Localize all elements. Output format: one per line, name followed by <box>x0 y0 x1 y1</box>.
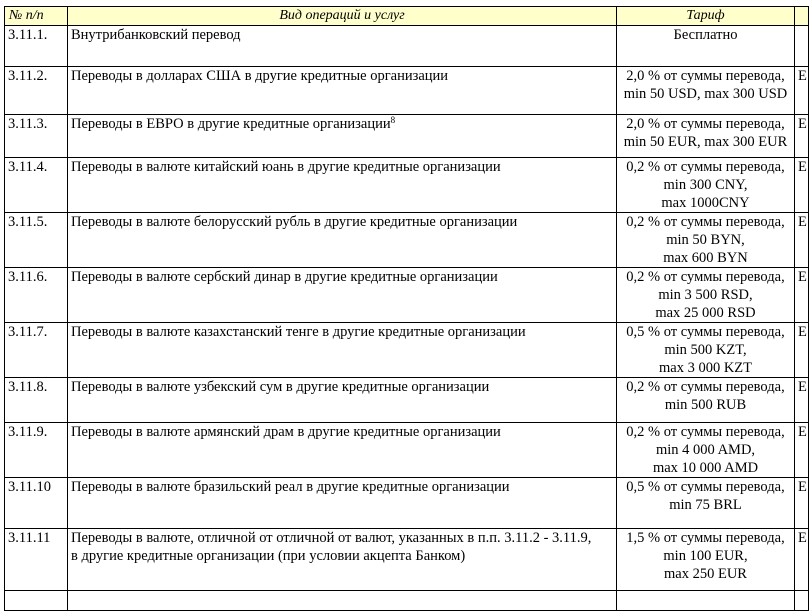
description-text: Внутрибанковский перевод <box>71 27 241 43</box>
row-extra: Е <box>795 158 809 213</box>
row-number: 3.11.11 <box>5 529 68 591</box>
row-description <box>68 115 617 158</box>
tariff-line: min 50 BYN, <box>666 232 745 248</box>
tariff-line: min 500 RUB <box>664 397 747 413</box>
row-extra <box>795 591 809 611</box>
description-text: Переводы в валюте сербский динар в другие кредитные организации <box>71 269 498 285</box>
table-header-row <box>5 7 809 26</box>
tariff-line: min 100 EUR, <box>663 548 748 564</box>
tariff-line: 0,5 % от суммы перевода, <box>626 479 785 495</box>
tariff-line: max 10 000 AMD <box>652 460 759 476</box>
description-text: Переводы в валюте белорусский рубль в другие кредитные организации <box>71 214 518 230</box>
table-row <box>5 478 809 529</box>
header-extra <box>795 7 809 26</box>
row-number: 3.11.2. <box>5 67 68 115</box>
row-tariff <box>617 268 795 323</box>
tariff-line: min 50 USD, max 300 USD <box>623 86 788 102</box>
tariff-table <box>4 6 809 611</box>
row-extra: Е <box>795 115 809 158</box>
row-tariff <box>617 67 795 115</box>
tariff-line: max 250 EUR <box>664 566 747 582</box>
table-row <box>5 378 809 423</box>
tariff-line: 0,2 % от суммы перевода, <box>626 159 785 175</box>
tariff-line: min 50 EUR, max 300 EUR <box>623 134 788 150</box>
table-row <box>5 26 809 67</box>
row-description <box>68 423 617 478</box>
row-tariff <box>617 323 795 378</box>
row-extra: Е <box>795 323 809 378</box>
header-num: № п/п <box>5 7 68 26</box>
table-row <box>5 213 809 268</box>
row-number: 3.11.10 <box>5 478 68 529</box>
row-number: 3.11.5. <box>5 213 68 268</box>
table-row <box>5 423 809 478</box>
tariff-line: min 3 500 RSD, <box>658 287 753 303</box>
tariff-line: Бесплатно <box>673 27 738 43</box>
table-row <box>5 115 809 158</box>
row-description <box>68 26 617 67</box>
row-tariff <box>617 26 795 67</box>
table-row <box>5 67 809 115</box>
row-tariff <box>617 423 795 478</box>
description-text: Переводы в ЕВРО в другие кредитные организации <box>71 116 391 132</box>
row-tariff <box>617 115 795 158</box>
row-number <box>5 591 68 611</box>
row-number: 3.11.3. <box>5 115 68 158</box>
header-operation: Вид операций и услуг <box>68 7 617 26</box>
header-tariff: Тариф <box>617 7 795 26</box>
description-text: Переводы в валюте армянский драм в другие кредитные организации <box>71 424 501 440</box>
row-description <box>68 268 617 323</box>
table-row <box>5 323 809 378</box>
tariff-line: 1,5 % от суммы перевода, <box>626 530 785 546</box>
row-number: 3.11.6. <box>5 268 68 323</box>
description-text-continued: в другие кредитные организации (при условии акцепта Банком) <box>71 548 466 564</box>
description-text: Переводы в валюте, отличной от отличной от валют, указанных в п.п. 3.11.2 - 3.11.9, <box>71 530 592 546</box>
row-extra: Е <box>795 213 809 268</box>
tariff-line: 0,5 % от суммы перевода, <box>626 324 785 340</box>
row-number: 3.11.7. <box>5 323 68 378</box>
row-description <box>68 158 617 213</box>
row-number: 3.11.9. <box>5 423 68 478</box>
tariff-line: min 75 BRL <box>669 497 742 513</box>
table-row <box>5 591 809 611</box>
footnote-marker: 8 <box>390 115 396 125</box>
row-description <box>68 213 617 268</box>
row-description <box>68 591 617 611</box>
tariff-line: 0,2 % от суммы перевода, <box>626 214 785 230</box>
row-description <box>68 67 617 115</box>
tariff-line: min 500 KZT, <box>664 342 747 358</box>
row-number: 3.11.1. <box>5 26 68 67</box>
row-extra: Е <box>795 478 809 529</box>
row-extra: Е <box>795 529 809 591</box>
row-description <box>68 323 617 378</box>
tariff-line: 2,0 % от суммы перевода, <box>626 116 785 132</box>
row-description <box>68 529 617 591</box>
row-tariff <box>617 529 795 591</box>
row-tariff <box>617 213 795 268</box>
row-extra: Е <box>795 268 809 323</box>
tariff-line: max 3 000 KZT <box>658 360 753 376</box>
row-extra: Е <box>795 378 809 423</box>
row-tariff <box>617 591 795 611</box>
tariff-line: 2,0 % от суммы перевода, <box>626 68 785 84</box>
table-row <box>5 529 809 591</box>
tariff-line: 0,2 % от суммы перевода, <box>626 379 785 395</box>
row-number: 3.11.8. <box>5 378 68 423</box>
description-text: Переводы в долларах США в другие кредитные организации <box>71 68 449 84</box>
row-extra: Е <box>795 67 809 115</box>
table-row <box>5 268 809 323</box>
description-text: Переводы в валюте казахстанский тенге в другие кредитные организации <box>71 324 526 340</box>
row-extra: Е <box>795 423 809 478</box>
table-row <box>5 158 809 213</box>
tariff-line: 0,2 % от суммы перевода, <box>626 269 785 285</box>
description-text: Переводы в валюте бразильский реал в другие кредитные организации <box>71 479 510 495</box>
description-text: Переводы в валюте узбекский сум в другие кредитные организации <box>71 379 490 395</box>
tariff-line: max 25 000 RSD <box>655 305 756 321</box>
row-description <box>68 478 617 529</box>
row-extra <box>795 26 809 67</box>
row-tariff <box>617 478 795 529</box>
tariff-line: min 4 000 AMD, <box>655 442 756 458</box>
row-number: 3.11.4. <box>5 158 68 213</box>
tariff-line: min 300 CNY, <box>663 177 748 193</box>
tariff-line: 0,2 % от суммы перевода, <box>626 424 785 440</box>
row-tariff <box>617 158 795 213</box>
tariff-line: max 1000CNY <box>661 195 750 211</box>
row-description <box>68 378 617 423</box>
row-tariff <box>617 378 795 423</box>
tariff-line: max 600 BYN <box>663 250 748 266</box>
description-text: Переводы в валюте китайский юань в другие кредитные организации <box>71 159 501 175</box>
